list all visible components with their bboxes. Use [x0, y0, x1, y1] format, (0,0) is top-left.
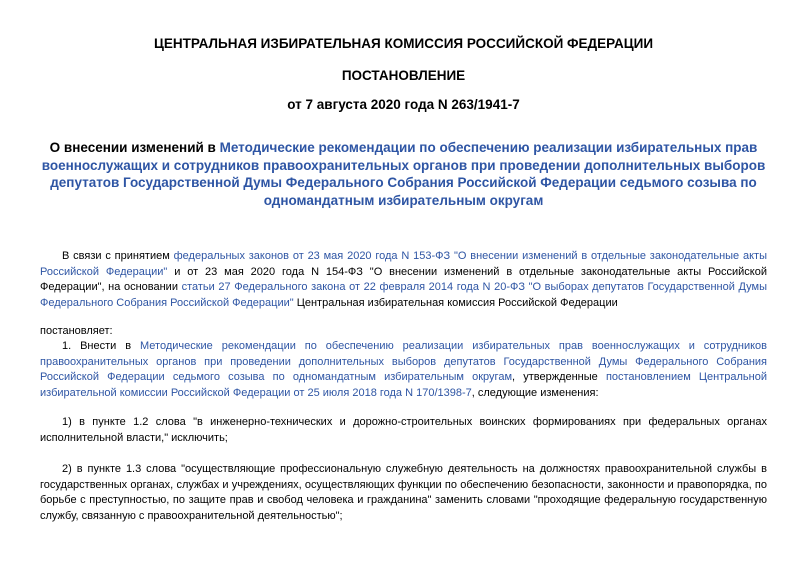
issuing-authority: ЦЕНТРАЛЬНАЯ ИЗБИРАТЕЛЬНАЯ КОМИССИЯ РОССИЙСКОЙ ФЕДЕРАЦИИ [153, 36, 654, 51]
preamble-text-2: и от 23 мая 2020 года N 154-ФЗ "О внесении изменений в отдельные законодательные акты Российской Федерации", на основании [40, 265, 767, 293]
subitem-2-paragraph: 2) в пункте 1.3 слова "осуществляющие профессиональную служебную деятельность на должностях правоохранительной службы в государственных органах, службах и учреждениях, осуществляющих функции по обеспечению безопасности, законности и правопорядка, по борьбе с преступностью, по защите прав и свобод человека и гражданина" заменить словами "проходящие федеральную государственную службу, связанную с правоохранительной деятельностью"; [40, 463, 767, 522]
item-1-text-1: 1. Внести в [62, 340, 140, 352]
document-date-number: от 7 августа 2020 года N 263/1941-7 [287, 97, 520, 112]
item-1-text-2: , утвержденные [512, 371, 606, 383]
link-resolution-170-1398-7[interactable]: постановлением Центральной избирательной комиссии Российской Федерации от 25 июля 2018 года N 170/1398-7 [40, 371, 767, 399]
item-1-text-3: , следующие изменения: [471, 386, 599, 399]
title-link-guidelines[interactable]: Методические рекомендации по обеспечению реализации избирательных прав военнослужащих и сотрудников правоохранительных органов при проведении дополнительных выборов депутатов Государственной Думы Федерального Собрания Российской Федерации седьмого созыва по одномандатным избирательным округам [41, 140, 766, 208]
preamble-text-1: В связи с принятием [62, 250, 174, 262]
preamble-text-3: Центральная избирательная комиссия Российской Федерации [293, 296, 618, 309]
title-prefix: О внесении изменений в [49, 140, 220, 155]
document-title [40, 139, 767, 209]
link-article-27-law-20-fz[interactable]: статьи 27 Федерального закона от 22 февраля 2014 года N 20-ФЗ "О выборах депутатов Государственной Думы Федерального Собрания Российской Федерации" [40, 281, 768, 309]
item-1-paragraph [40, 339, 767, 401]
link-federal-laws-153-fz[interactable]: федеральных законов от 23 мая 2020 года N 153-ФЗ "О внесении изменений в отдельные законодательные акты Российской Федерации" [40, 250, 767, 278]
subitem-1-paragraph: 1) в пункте 1.2 слова "в инженерно-технических и дорожно-строительных воинских формированиях при федеральных органах исполнительной власти," исключить; [40, 416, 767, 444]
link-guidelines[interactable]: Методические рекомендации по обеспечению реализации избирательных прав военнослужащих и сотрудников правоохранительных органов при проведении дополнительных выборов депутатов Государственной Думы Федерального Собрания Российской Федерации седьмого созыва по одномандатным избирательным округам [40, 340, 767, 383]
resolves-line: постановляет: [40, 325, 113, 337]
document-type: ПОСТАНОВЛЕНИЕ [341, 68, 466, 83]
preamble-paragraph [40, 249, 767, 311]
